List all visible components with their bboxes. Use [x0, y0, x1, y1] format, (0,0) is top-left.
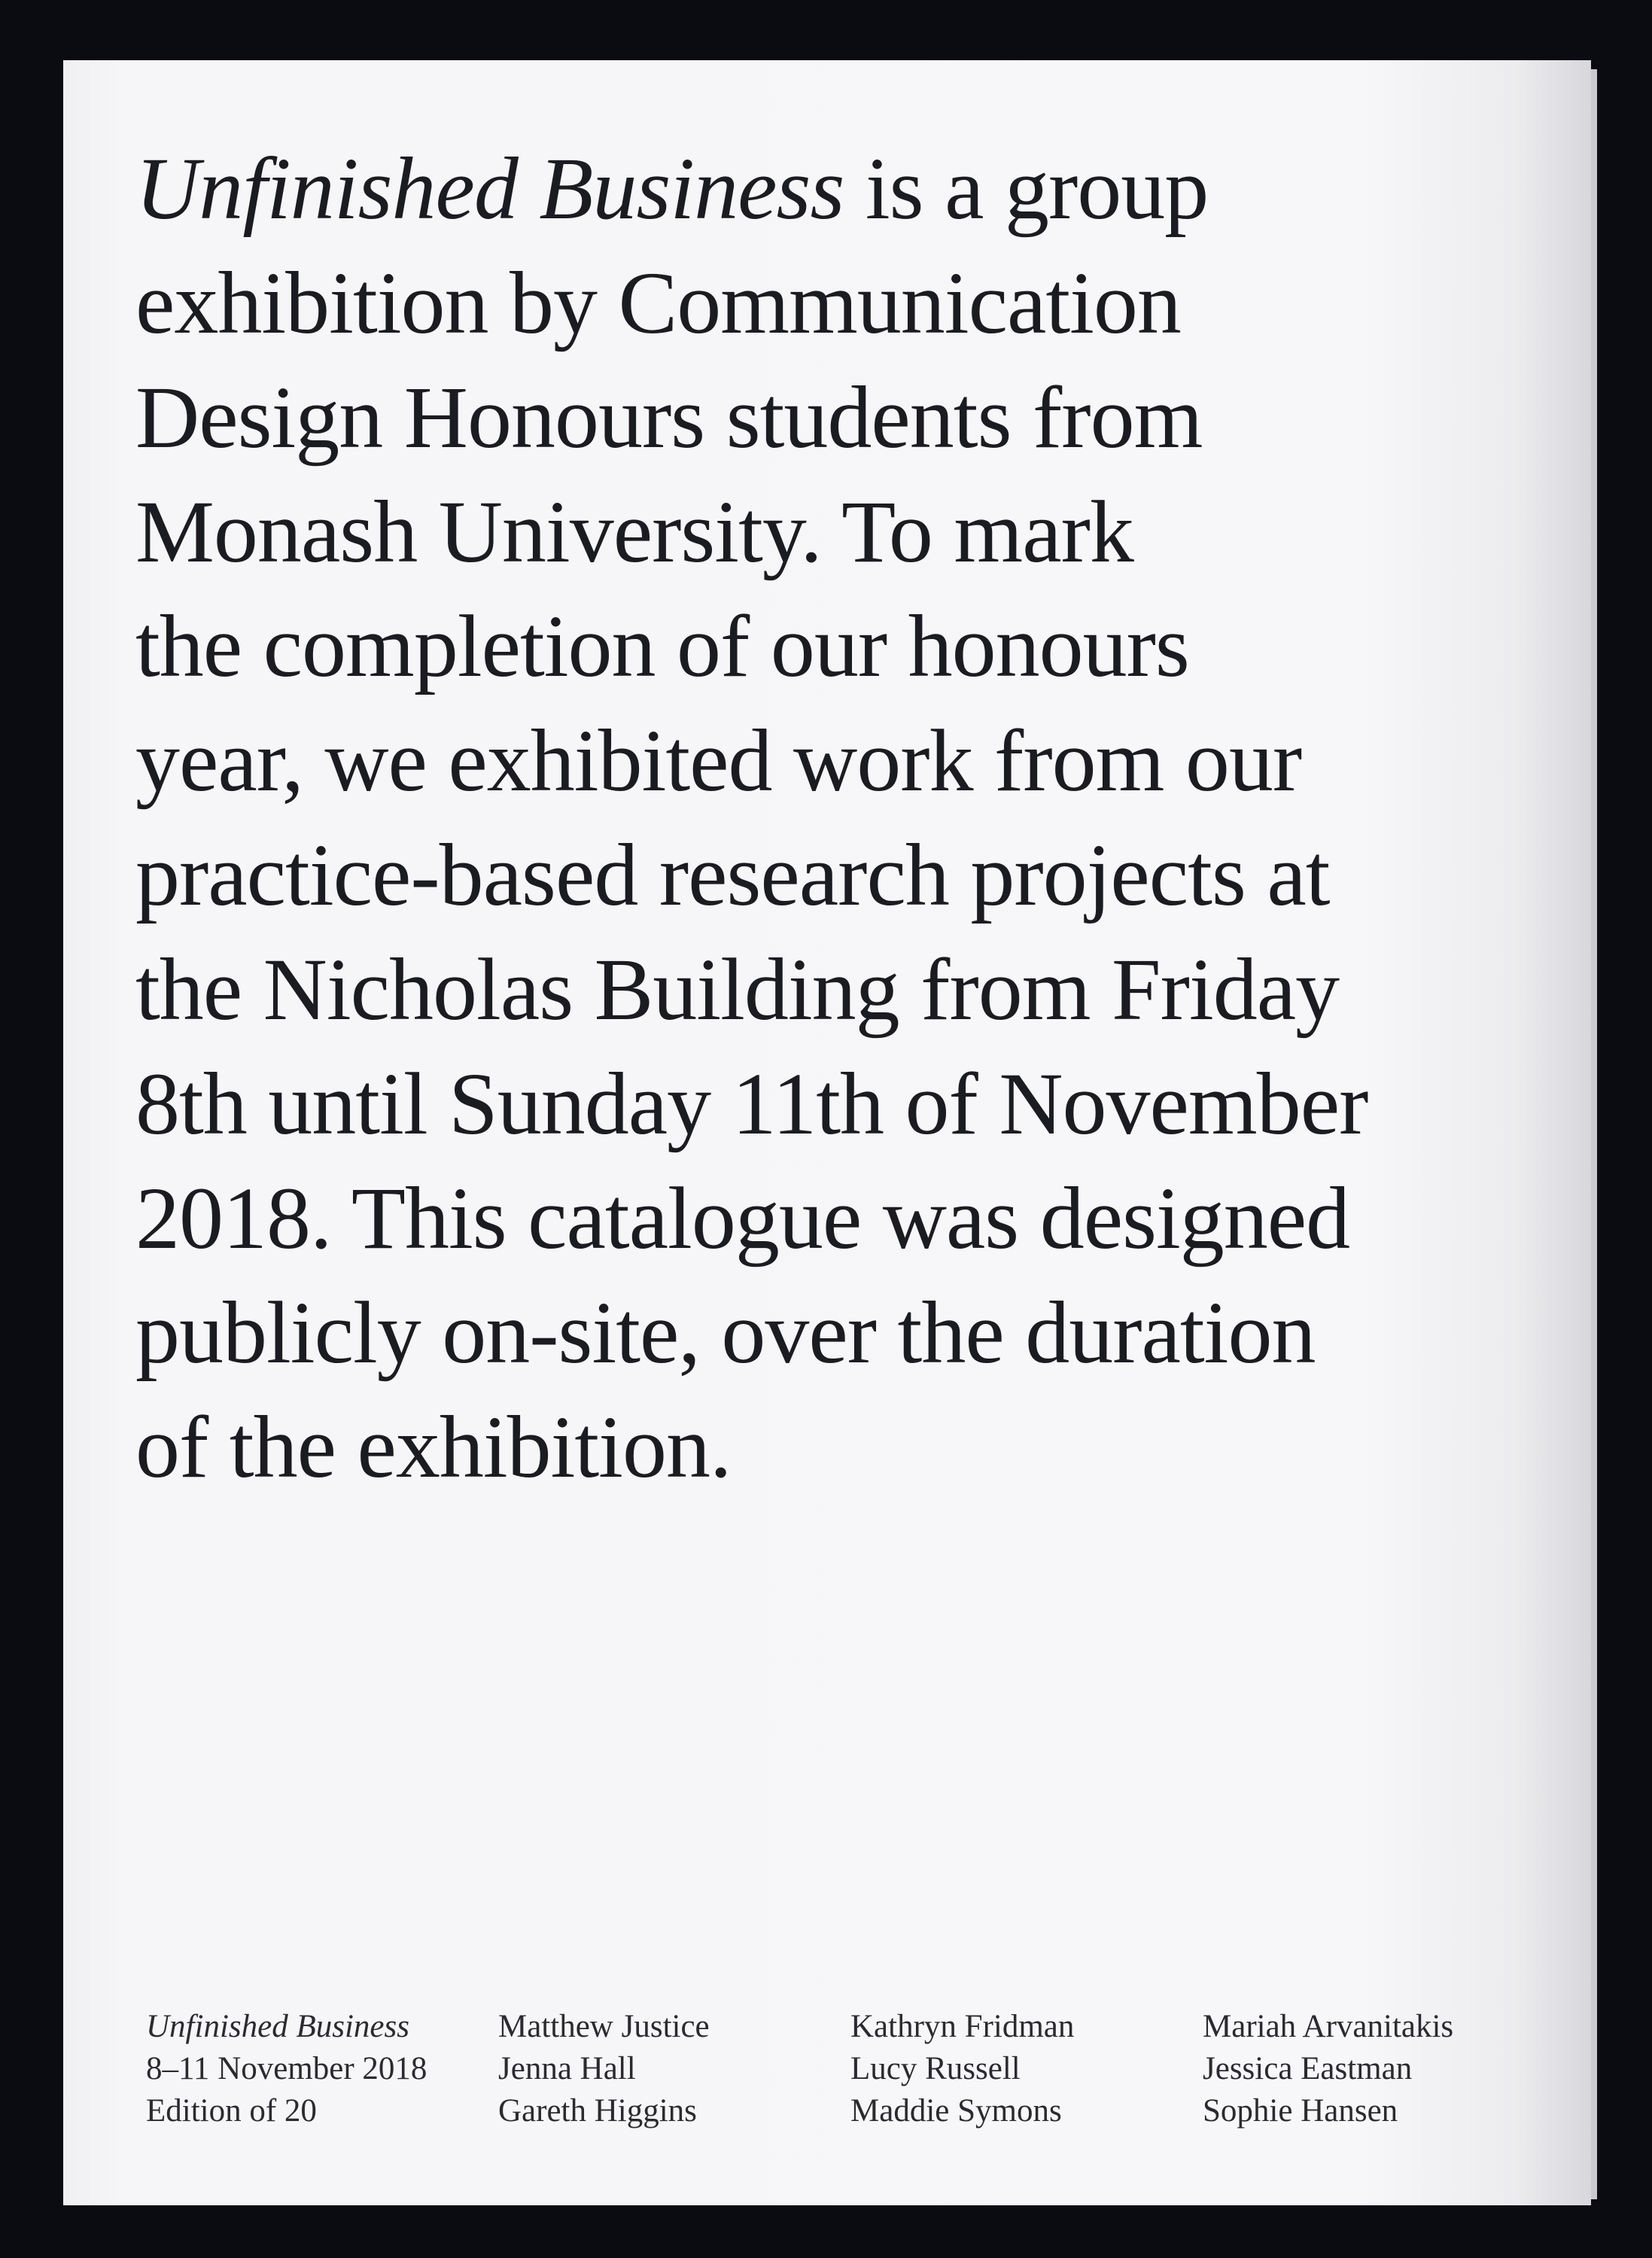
student-name: Maddie Symons	[850, 2093, 1062, 2129]
colophon-edition: Edition of 20	[146, 2093, 317, 2129]
student-name: Jenna Hall	[498, 2051, 636, 2086]
student-name: Jessica Eastman	[1203, 2051, 1413, 2086]
student-list-2	[850, 2006, 1074, 2132]
statement-line: practice-based research projects at	[135, 826, 1330, 924]
statement-line: exhibition by Communication	[135, 254, 1181, 352]
student-name: Lucy Russell	[850, 2051, 1021, 2086]
exhibition-title: Unfinished Business	[135, 139, 844, 238]
statement-line: year, we exhibited work from our	[135, 711, 1302, 810]
student-name: Mariah Arvanitakis	[1203, 2009, 1454, 2044]
colophon-dates: 8–11 November 2018	[146, 2051, 427, 2086]
statement-line: the Nicholas Building from Friday	[135, 940, 1340, 1039]
statement-line: 8th until Sunday 11th of November	[135, 1054, 1368, 1153]
colophon	[63, 2006, 1591, 2156]
statement-line: Design Honours students from	[135, 368, 1203, 467]
statement-line: the completion of our honours	[135, 597, 1189, 695]
colophon-info	[146, 2006, 427, 2132]
student-name: Matthew Justice	[498, 2009, 710, 2044]
student-name: Sophie Hansen	[1203, 2093, 1398, 2129]
statement-line: of the exhibition.	[135, 1398, 732, 1496]
student-list-1	[498, 2006, 710, 2132]
student-name: Kathryn Fridman	[850, 2009, 1075, 2044]
statement-line: 2018. This catalogue was designed	[135, 1169, 1350, 1267]
statement-line: Unfinished Business is a group	[135, 139, 1209, 238]
colophon-title: Unfinished Business	[146, 2009, 409, 2044]
statement-line: Monash University. To mark	[135, 482, 1133, 581]
catalogue-page	[63, 60, 1591, 2205]
student-list-3	[1203, 2006, 1453, 2132]
statement-line: publicly on-site, over the duration	[135, 1283, 1316, 1382]
student-name: Gareth Higgins	[498, 2093, 697, 2129]
exhibition-statement	[135, 132, 1603, 1505]
